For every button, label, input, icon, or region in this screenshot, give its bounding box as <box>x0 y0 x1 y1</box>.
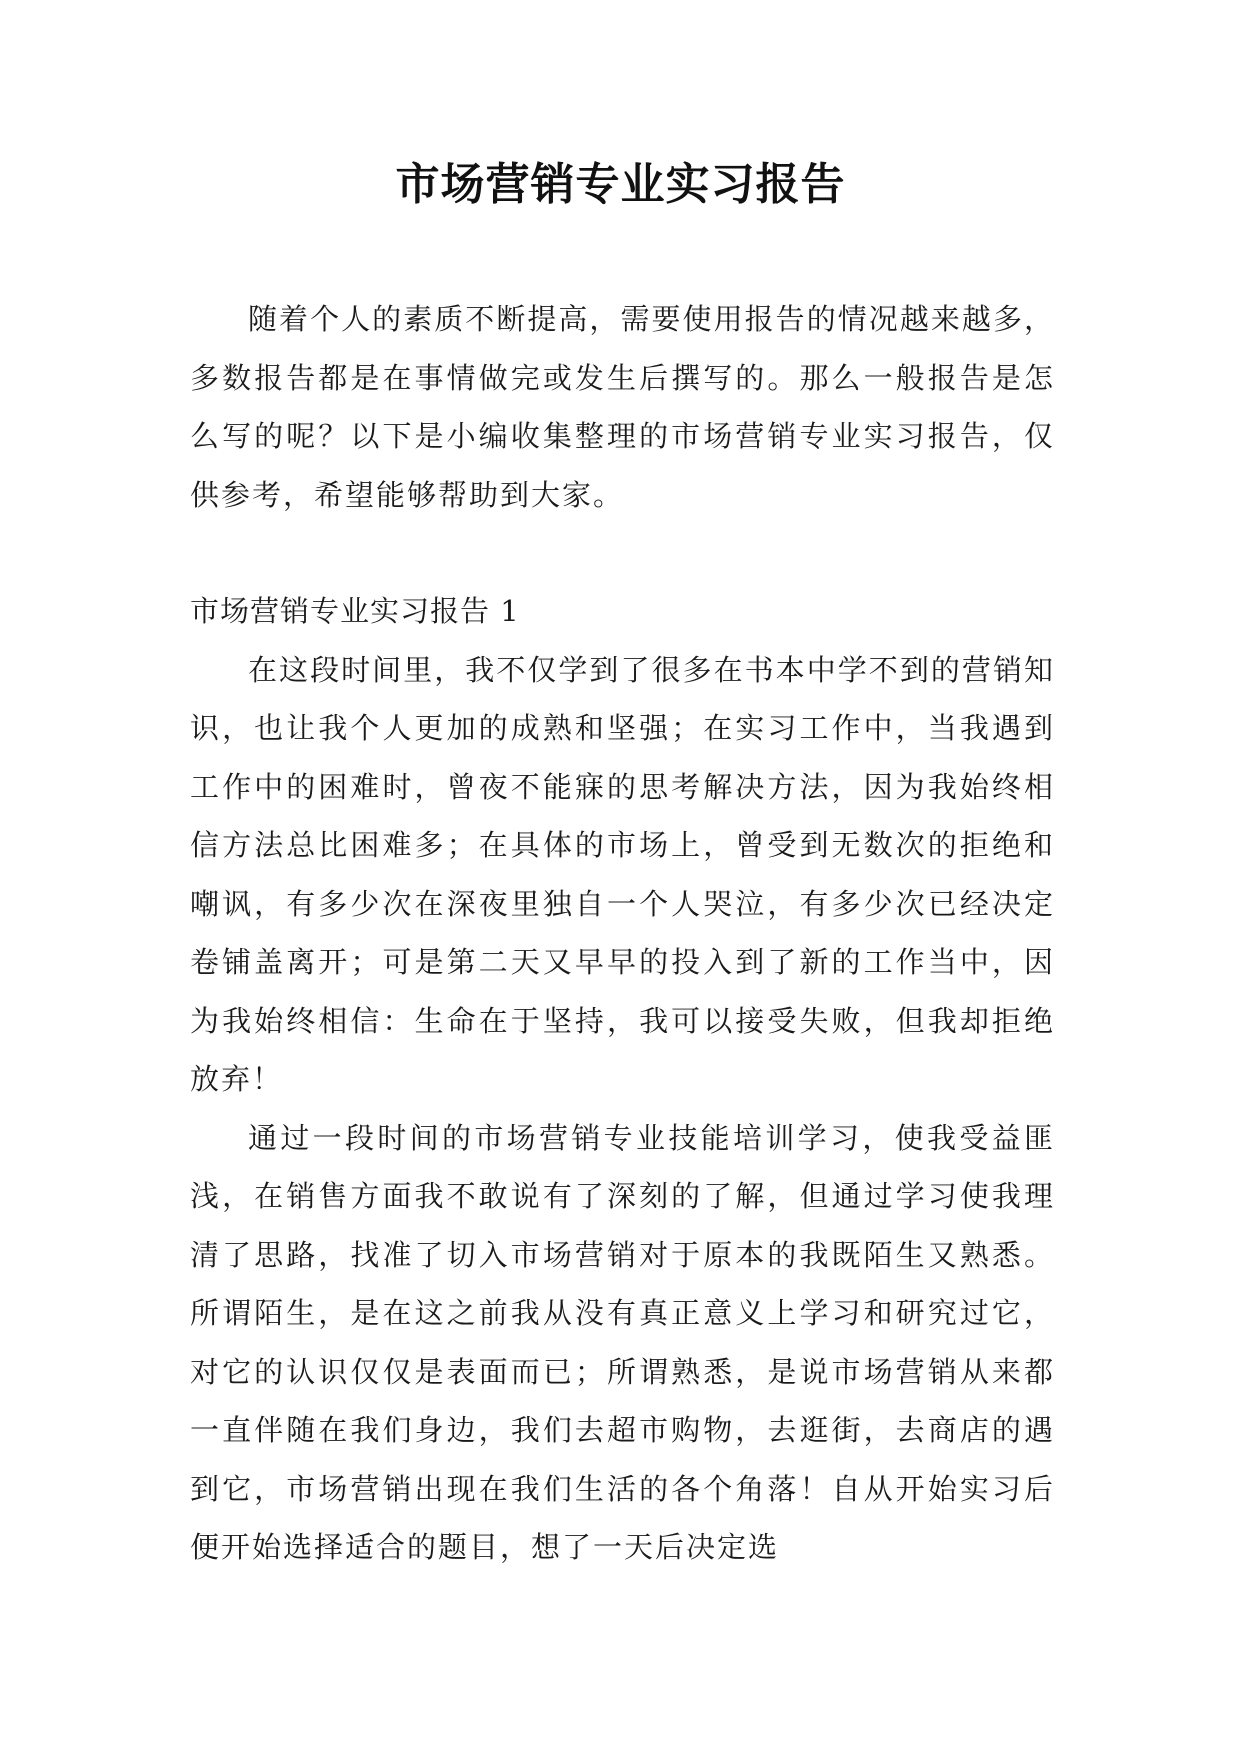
intro-paragraph: 随着个人的素质不断提高，需要使用报告的情况越来越多，多数报告都是在事情做完或发生后撰写的。那么一般报告是怎么写的呢？以下是小编收集整理的市场营销专业实习报告，仅供参考，希望能够帮助到大家。 <box>190 302 1055 512</box>
document-title: 市场营销专业实习报告 <box>395 159 846 210</box>
body-paragraph: 通过一段时间的市场营销专业技能培训学习，使我受益匪浅，在销售方面我不敢说有了深刻的了解，但通过学习使我理清了思路，找准了切入市场营销对于原本的我既陌生又熟悉。所谓陌生，是在这之前我从没有真正意义上学习和研究过它，对它的认识仅仅是表面而已；所谓熟悉，是说市场营销从来都一直伴随在我们身边，我们去超市购物，去逛街，去商店的遇到它，市场营销出现在我们生活的各个角落！自从开始实习后便开始选择适合的题目，想了一天后决定选 <box>190 1120 1055 1564</box>
document-body <box>190 290 1055 1577</box>
section-heading: 市场营销专业实习报告 1 <box>190 594 520 628</box>
body-paragraph: 在这段时间里，我不仅学到了很多在书本中学不到的营销知识，也让我个人更加的成熟和坚强；在实习工作中，当我遇到工作中的困难时，曾夜不能寐的思考解决方法，因为我始终相信方法总比困难多；在具体的市场上，曾受到无数次的拒绝和嘲讽，有多少次在深夜里独自一个人哭泣，有多少次已经决定卷铺盖离开；可是第二天又早早的投入到了新的工作当中，因为我始终相信：生命在于坚持，我可以接受失败，但我却拒绝放弃！ <box>190 652 1055 1096</box>
